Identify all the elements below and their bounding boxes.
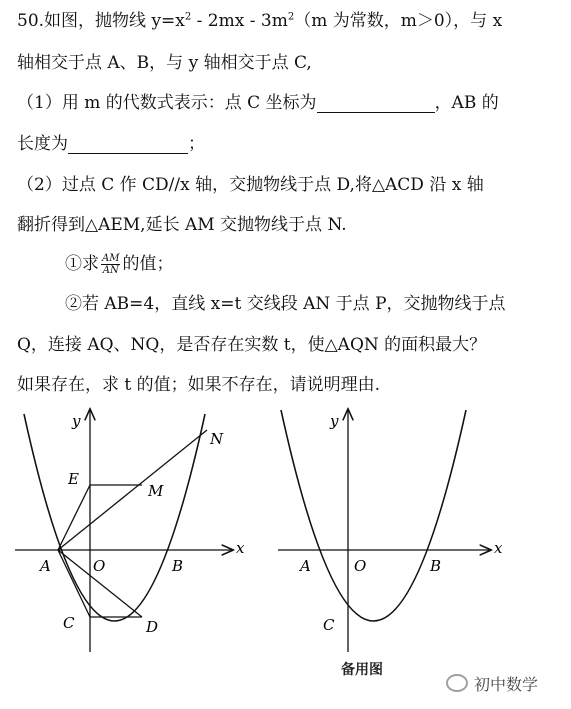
question-1-suffix: 的值； (122, 254, 174, 274)
label-x: x (236, 539, 245, 557)
wechat-icon (446, 674, 468, 692)
problem-line-1-prefix: 50.如图，抛物线 y=x (17, 11, 185, 31)
figure-caption: 备用图 (341, 662, 383, 678)
problem-line-1-suffix: （m 为常数，m＞0），与 x (294, 11, 503, 31)
answer-blank-ab-length (68, 137, 188, 154)
label-o: O (93, 557, 106, 575)
label-b: B (430, 557, 442, 575)
question-2-line-1: ②若 AB=4，直线 x=t 交线段 AN 于点 P，交抛物线于点 (65, 294, 506, 314)
fraction-numerator: AM (102, 253, 120, 264)
part1-line-1-suffix: ，AB 的 (434, 93, 499, 113)
answer-blank-c-coordinate (317, 96, 435, 113)
parabola (24, 414, 205, 621)
segment-ae (58, 485, 90, 550)
exponent-2: 2 (287, 11, 295, 23)
watermark (446, 670, 538, 696)
exponent-1: 2 (184, 11, 192, 23)
part2-line-1: （2）过点 C 作 CD//x 轴，交抛物线于点 D,将△ACD 沿 x 轴 (17, 175, 484, 195)
fraction-denominator: AN (102, 265, 119, 276)
part1-line-2 (17, 134, 205, 154)
problem-line-1-mid: - 2mx - 3m (191, 11, 288, 31)
segment-ac (58, 550, 90, 617)
part2-line-2: 翻折得到△AEM,延长 AM 交抛物线于点 N. (17, 215, 347, 235)
label-x: x (494, 539, 503, 557)
label-a: A (40, 557, 51, 575)
question-1-line (65, 253, 173, 276)
part1-line-1 (17, 93, 499, 113)
label-o: O (354, 557, 367, 575)
label-y: y (330, 412, 339, 430)
label-b: B (172, 557, 184, 575)
label-y: y (72, 412, 81, 430)
part1-line-2-prefix: 长度为 (17, 134, 68, 154)
figure-right (270, 400, 510, 660)
label-a: A (300, 557, 311, 575)
label-c: C (63, 614, 75, 632)
label-c: C (323, 616, 335, 634)
question-2-line-3: 如果存在，求 t 的值；如果不存在，请说明理由. (17, 375, 381, 395)
problem-line-1 (17, 11, 502, 31)
figure-left (0, 400, 260, 660)
part1-line-2-suffix: ； (188, 134, 205, 154)
parabola (281, 410, 466, 621)
label-e: E (68, 470, 79, 488)
label-m: M (148, 482, 164, 500)
fraction-am-over-an (101, 253, 120, 276)
segment-an (58, 430, 207, 550)
problem-line-2: 轴相交于点 A、B，与 y 轴相交于点 C, (17, 53, 312, 73)
question-1-prefix: ①求 (65, 254, 99, 274)
part1-line-1-prefix: （1）用 m 的代数式表示：点 C 坐标为 (17, 93, 317, 113)
question-2-line-2: Q，连接 AQ、NQ，是否存在实数 t，使△AQN 的面积最大？ (17, 335, 487, 355)
label-d: D (146, 618, 159, 636)
label-n: N (210, 430, 224, 448)
watermark-text: 初中数学 (474, 674, 539, 694)
